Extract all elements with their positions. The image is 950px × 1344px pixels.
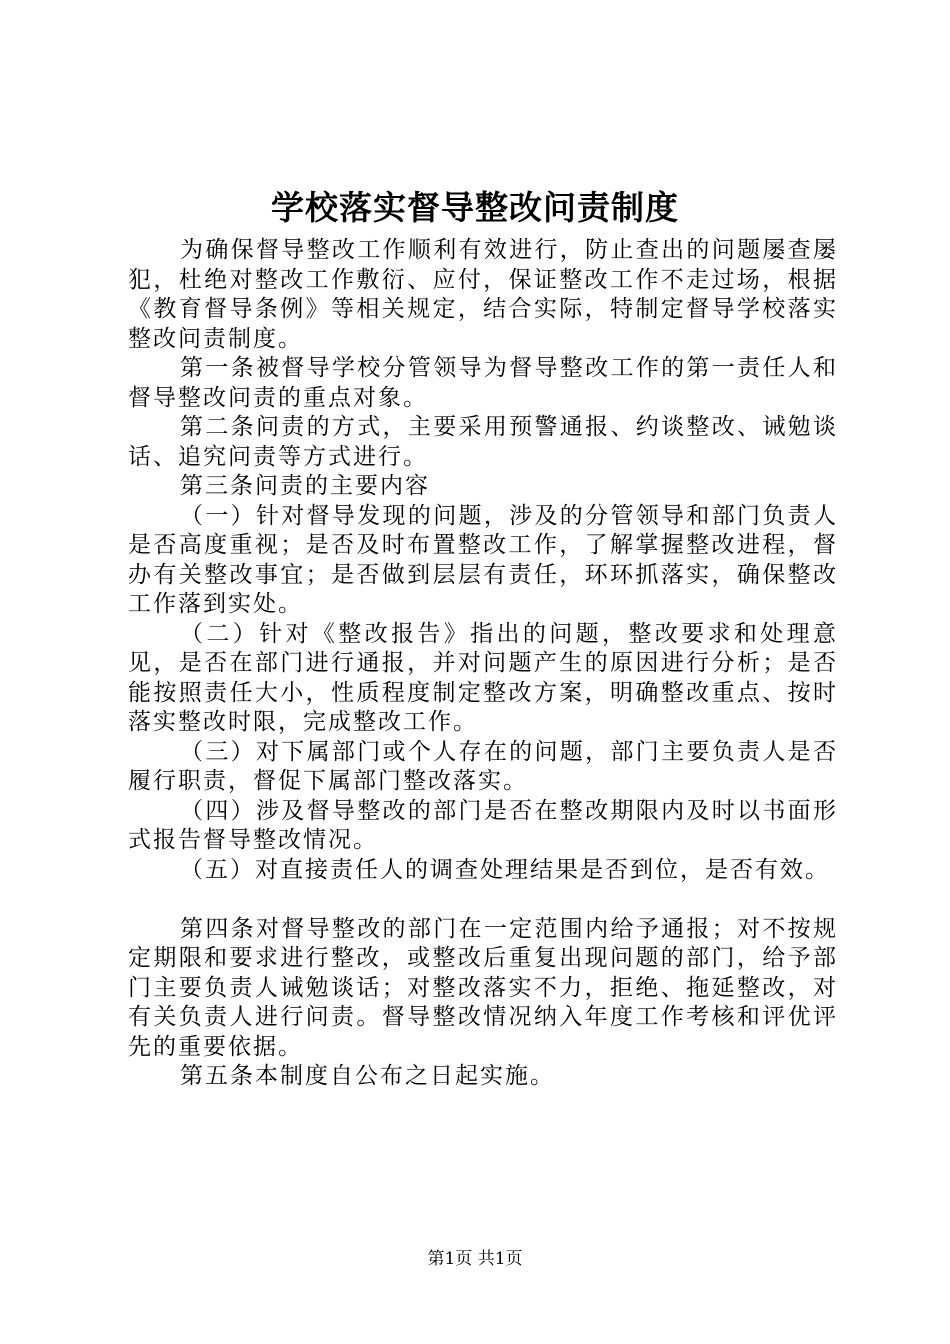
page-footer: 第1页 共1页	[427, 1249, 523, 1269]
paragraph-item-4: （四）涉及督导整改的部门是否在整改期限内及时以书面形式报告督导整改情况。	[128, 797, 838, 853]
paragraph-intro: 为确保督导整改工作顺利有效进行，防止查出的问题屡查屡犯，杜绝对整改工作敷衍、应付，保证整改工作不走过场，根据《教育督导条例》等相关规定，结合实际，特制定督导学校落实整改问责制度。	[128, 237, 838, 352]
paragraph-item-1: （一）针对督导发现的问题，涉及的分管领导和部门负责人是否高度重视；是否及时布置整改工作，了解掌握整改进程，督办有关整改事宜；是否做到层层有责任，环环抓落实，确保整改工作落到实处。	[128, 502, 838, 617]
paragraph-item-2: （二）针对《整改报告》指出的问题，整改要求和处理意见，是否在部门进行通报，并对问题产生的原因进行分析；是否能按照责任大小，性质程度制定整改方案，明确整改重点、按时落实整改时限，完成整改工作。	[128, 620, 838, 735]
document-title: 学校落实督导整改问责制度	[271, 188, 679, 227]
document-body	[128, 236, 838, 1092]
paragraph-article-1: 第一条被督导学校分管领导为督导整改工作的第一责任人和督导整改问责的重点对象。	[128, 355, 838, 411]
paragraph-article-4: 第四条对督导整改的部门在一定范围内给予通报；对不按规定期限和要求进行整改，或整改后重复出现问题的部门，给予部门主要负责人诫勉谈话；对整改落实不力，拒绝、拖延整改，对有关负责人进行问责。督导整改情况纳入年度工作考核和评优评先的重要依据。	[128, 915, 838, 1060]
paragraph-item-5: （五）对直接责任人的调查处理结果是否到位，是否有效。	[180, 856, 830, 883]
paragraph-article-2: 第二条问责的方式，主要采用预警通报、约谈整改、诫勉谈话、追究问责等方式进行。	[128, 414, 838, 470]
paragraph-article-3-heading: 第三条问责的主要内容	[180, 473, 430, 499]
paragraph-article-5: 第五条本制度自公布之日起实施。	[180, 1063, 555, 1089]
paragraph-item-3: （三）对下属部门或个人存在的问题，部门主要负责人是否履行职责，督促下属部门整改落实。	[128, 738, 838, 794]
paragraph-spacer	[128, 885, 838, 915]
